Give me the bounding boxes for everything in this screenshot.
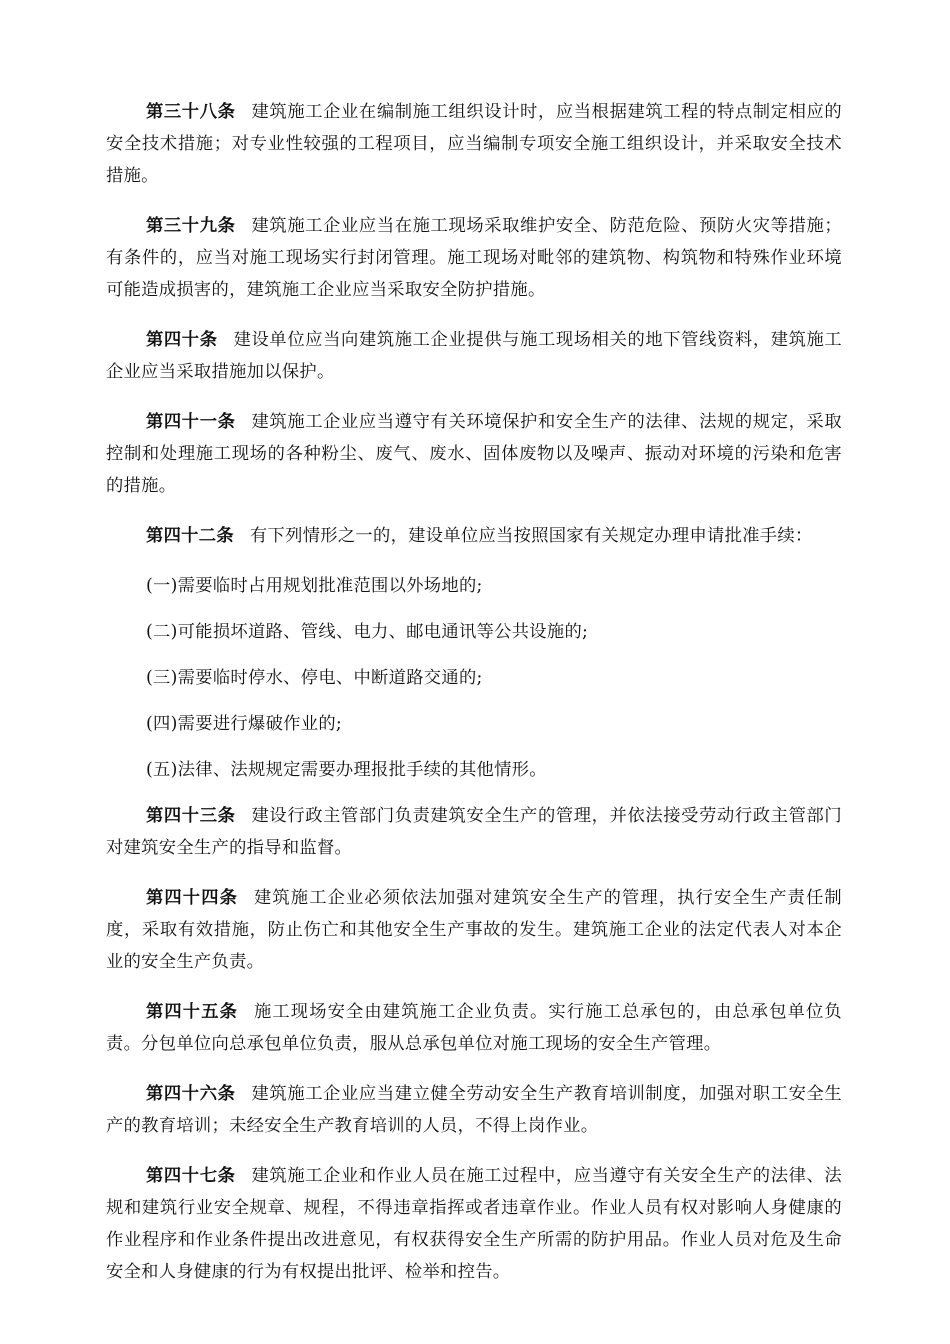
article-number: 第四十三条 xyxy=(146,806,236,826)
article-number: 第四十四条 xyxy=(146,888,238,908)
article-text: 施工现场安全由建筑施工企业负责。实行施工总承包的，由总承包单位负责。分包单位向总承包单位负责，服从总承包单位对施工现场的安全生产管理。 xyxy=(106,1002,842,1054)
article-38 xyxy=(106,96,842,192)
article-number: 第四十五条 xyxy=(146,1002,238,1022)
article-42 xyxy=(106,520,842,552)
article-text: 建筑施工企业应当在施工现场采取维护安全、防范危险、预防火灾等措施；有条件的，应当对施工现场实行封闭管理。施工现场对毗邻的建筑物、构筑物和特殊作业环境可能造成损害的，建筑施工企业应当采取安全防护措施。 xyxy=(106,216,842,300)
article-text: 建筑施工企业必须依法加强对建筑安全生产的管理，执行安全生产责任制度，采取有效措施，防止伤亡和其他安全生产事故的发生。建筑施工企业的法定代表人对本企业的安全生产负责。 xyxy=(106,888,842,972)
article-43 xyxy=(106,800,842,864)
article-number: 第四十二条 xyxy=(146,526,234,546)
article-text: 建筑施工企业和作业人员在施工过程中，应当遵守有关安全生产的法律、法规和建筑行业安全规章、规程，不得违章指挥或者违章作业。作业人员有权对影响人身健康的作业程序和作业条件提出改进意见，有权获得安全生产所需的防护用品。作业人员对危及生命安全和人身健康的行为有权提出批评、检举和控告。 xyxy=(106,1166,842,1282)
article-number: 第四十六条 xyxy=(146,1084,236,1104)
article-45 xyxy=(106,996,842,1060)
article-text: 建设单位应当向建筑施工企业提供与施工现场相关的地下管线资料，建筑施工企业应当采取措施加以保护。 xyxy=(106,330,843,382)
article-number: 第四十一条 xyxy=(146,412,236,432)
article-number: 第三十八条 xyxy=(146,102,236,122)
article-44 xyxy=(106,882,842,978)
list-item: (二)可能损坏道路、管线、电力、邮电通讯等公共设施的; xyxy=(146,622,589,642)
list-item: (四)需要进行爆破作业的; xyxy=(146,714,343,734)
article-40 xyxy=(106,324,842,388)
article-39 xyxy=(106,210,842,306)
article-41 xyxy=(106,406,842,502)
article-text: 有下列情形之一的，建设单位应当按照国家有关规定办理申请批准手续： xyxy=(249,526,813,546)
article-number: 第四十条 xyxy=(146,330,218,350)
list-item: (五)法律、法规规定需要办理报批手续的其他情形。 xyxy=(146,760,547,780)
article-text: 建设行政主管部门负责建筑安全生产的管理，并依法接受劳动行政主管部门对建筑安全生产的指导和监督。 xyxy=(106,806,842,858)
list-item: (三)需要临时停水、停电、中断道路交通的; xyxy=(146,668,483,688)
list-item: (一)需要临时占用规划批准范围以外场地的; xyxy=(146,576,483,596)
article-47 xyxy=(106,1160,842,1288)
article-number: 第三十九条 xyxy=(146,216,236,236)
article-text: 建筑施工企业在编制施工组织设计时，应当根据建筑工程的特点制定相应的安全技术措施；对专业性较强的工程项目，应当编制专项安全施工组织设计，并采取安全技术措施。 xyxy=(106,102,842,186)
article-text: 建筑施工企业应当遵守有关环境保护和安全生产的法律、法规的规定，采取控制和处理施工现场的各种粉尘、废气、废水、固体废物以及噪声、振动对环境的污染和危害的措施。 xyxy=(106,412,842,496)
article-number: 第四十七条 xyxy=(146,1166,236,1186)
document-page xyxy=(106,96,842,1306)
article-text: 建筑施工企业应当建立健全劳动安全生产教育培训制度，加强对职工安全生产的教育培训；未经安全生产教育培训的人员，不得上岗作业。 xyxy=(106,1084,842,1136)
article-46 xyxy=(106,1078,842,1142)
